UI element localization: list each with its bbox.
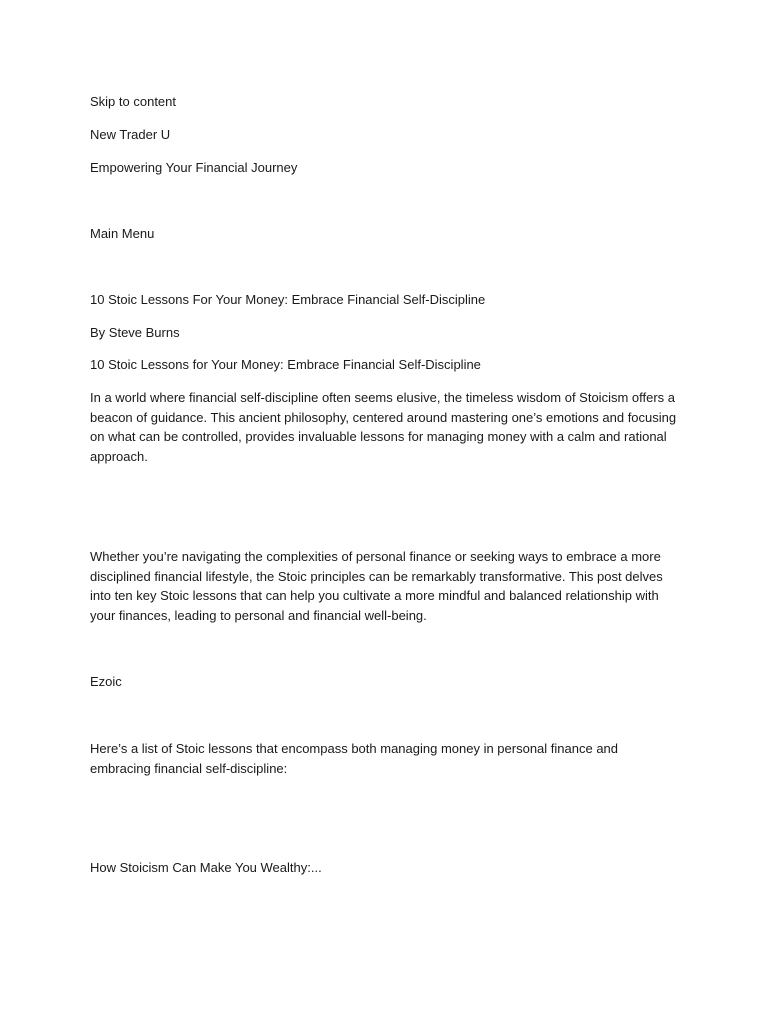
body-paragraph: Whether you’re navigating the complexities of personal finance or seeking ways to embrace a more disciplined financial lifestyle, the Stoic principles can be remarkably transformative. This post delves into ten key Stoic lessons that can help you cultivate a more mindful and balanced relationship with your finances, leading to personal and financial well-being. [90, 549, 663, 624]
post-title: 10 Stoic Lessons for Your Money: Embrace Financial Self-Discipline [90, 357, 481, 372]
post-byline: By Steve Burns [90, 325, 180, 340]
post-heading: 10 Stoic Lessons For Your Money: Embrace Financial Self-Discipline [90, 292, 486, 307]
main-menu-toggle[interactable]: Main Menu [90, 226, 155, 241]
intro-paragraph: In a world where financial self-discipline often seems elusive, the timeless wisdom of Stoicism offers a beacon of guidance. This ancient philosophy, centered around mastering one’s emotions and focusing on what can be controlled, provides invaluable lessons for managing money with a calm and rational approach. [90, 390, 677, 465]
site-tagline: Empowering Your Financial Journey [90, 160, 298, 175]
ad-label: Ezoic [90, 674, 122, 689]
site-title[interactable]: New Trader U [90, 127, 171, 142]
list-intro-paragraph: Here’s a list of Stoic lessons that encompass both managing money in personal finance and embracing financial self-discipline: [90, 741, 619, 776]
list-item: How Stoicism Can Make You Wealthy:... [90, 860, 322, 875]
skip-to-content-link[interactable]: Skip to content [90, 94, 176, 109]
